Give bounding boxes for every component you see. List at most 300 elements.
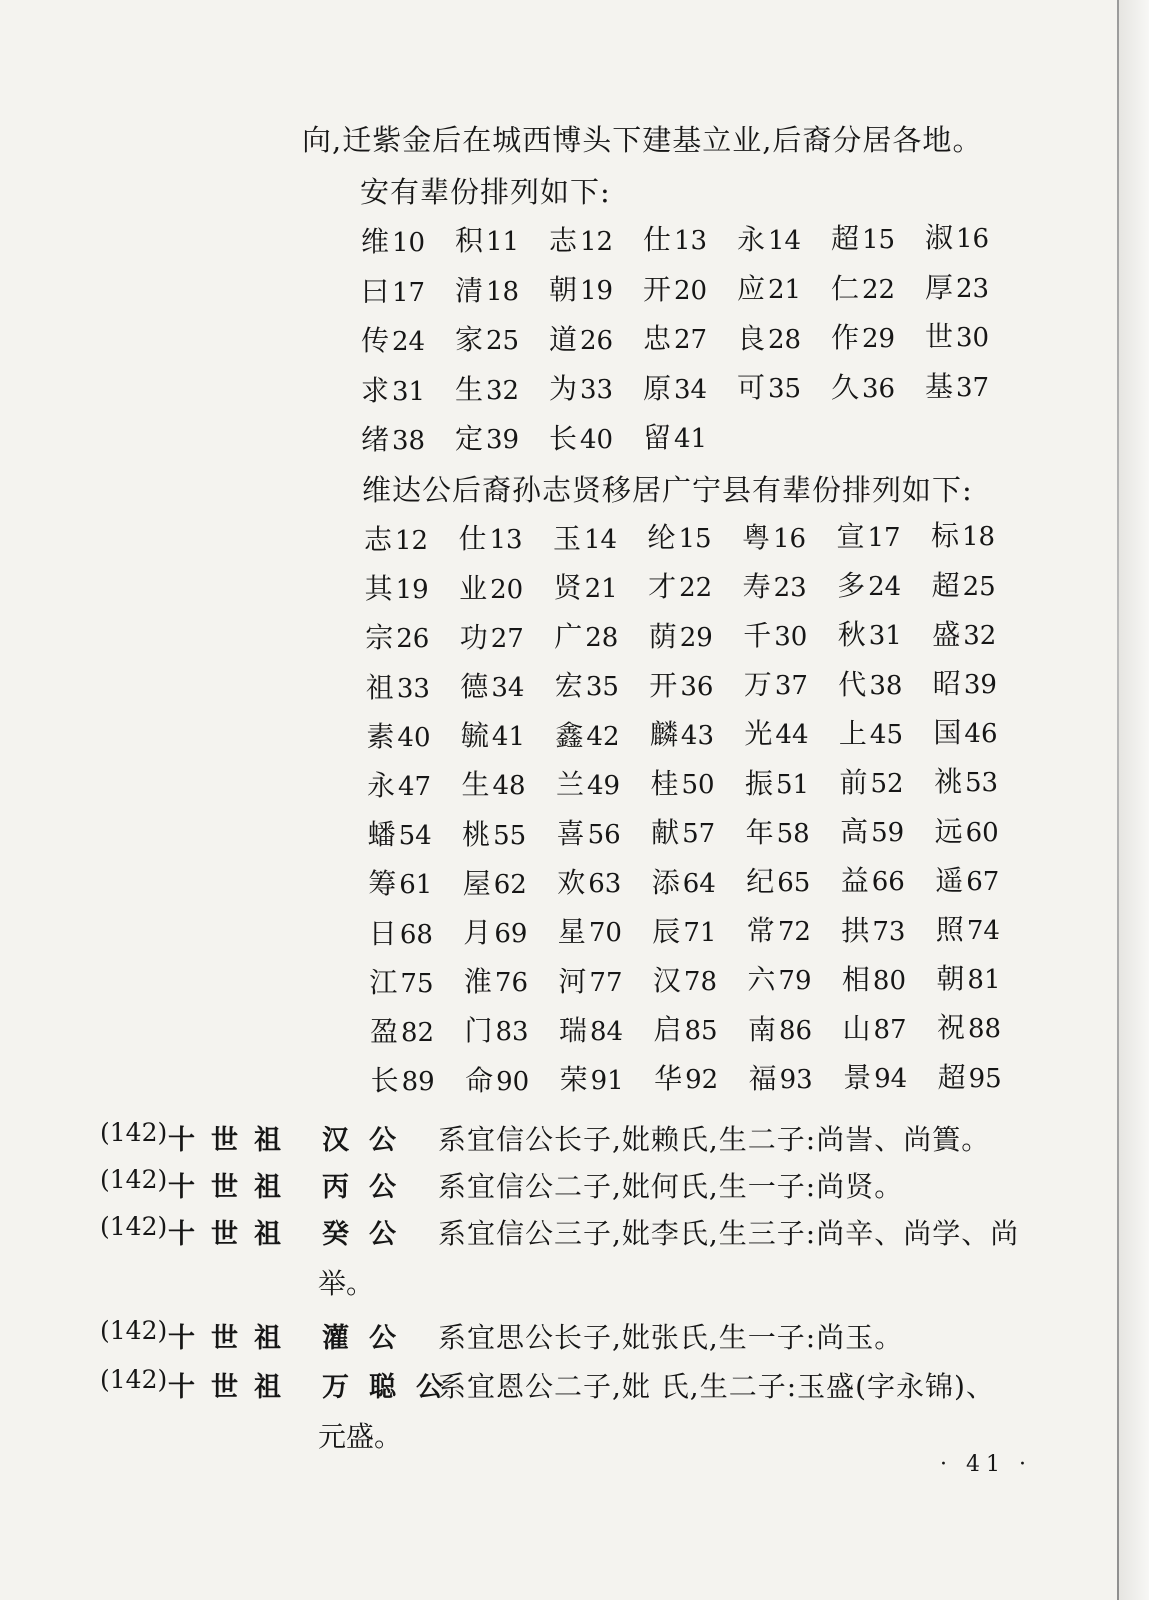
generation-cell [654, 1008, 746, 1048]
generation-cell [455, 368, 547, 408]
generation-number: 67 [966, 866, 1000, 897]
generation-char: 长 [549, 421, 578, 455]
generation-char: 超 [931, 568, 960, 602]
generation-cell [365, 567, 457, 607]
generation-char: 国 [933, 716, 962, 750]
generation-number: 87 [873, 1015, 907, 1045]
page-edge-shadow [1119, 0, 1149, 1600]
generation-cell [361, 369, 453, 409]
generation-cell [555, 714, 647, 754]
generation-char: 生 [461, 768, 490, 802]
generation-cell [553, 517, 645, 557]
generation-cell [744, 663, 836, 703]
generation-char: 永 [737, 222, 766, 256]
generation-char: 求 [361, 373, 390, 407]
generation-cell [925, 315, 1017, 355]
generation-char: 积 [455, 224, 484, 258]
entry-index: (142) [100, 1365, 168, 1394]
generation-char: 祖 [365, 670, 394, 704]
generation-char: 作 [831, 321, 860, 354]
generation-number: 45 [869, 719, 903, 750]
generation-number: 31 [392, 376, 426, 407]
generation-number: 65 [777, 868, 811, 898]
entry-name: 灌公 [322, 1323, 416, 1354]
generation-number: 56 [587, 820, 621, 850]
generation-char: 蟠 [367, 818, 396, 852]
generation-char: 清 [455, 273, 484, 307]
generation-char: 益 [840, 864, 869, 898]
generation-cell [841, 859, 933, 899]
entry-description: 系宜信公二子,妣何氏,生一子:尚贤。 [438, 1170, 904, 1203]
generation-char: 志 [364, 523, 393, 556]
generation-char: 光 [744, 717, 773, 751]
generation-number: 41 [491, 722, 525, 753]
generation-cell [549, 318, 641, 358]
generation-number: 25 [962, 571, 996, 602]
generation-number: 82 [401, 1018, 435, 1048]
generation-char: 世 [925, 320, 954, 354]
generation-cell [461, 714, 553, 754]
generation-number: 35 [585, 672, 619, 703]
generation-char: 德 [460, 670, 489, 703]
generation-char: 启 [653, 1013, 682, 1047]
generation-number: 55 [493, 820, 527, 851]
generation-number: 71 [683, 917, 717, 948]
generation-number: 39 [963, 670, 997, 700]
generation-cell [837, 515, 929, 555]
generation-cell [558, 910, 650, 950]
generation-char: 星 [557, 915, 586, 949]
generation-number: 19 [580, 276, 614, 307]
intro-line: 向,迁紫金后在城西博头下建基立业,后裔分居各地。 [302, 123, 983, 157]
generation-number: 20 [490, 574, 524, 605]
generation-cell [746, 811, 838, 851]
generation-cell [925, 216, 1017, 256]
generation-number: 14 [584, 524, 618, 555]
generation-cell [455, 318, 547, 358]
generation-number: 59 [871, 818, 905, 849]
entry-continuation: 元盛。 [318, 1420, 403, 1453]
generation-cell [933, 711, 1025, 751]
generation-char: 桃 [462, 817, 491, 851]
generation-char: 朝 [549, 273, 578, 307]
generation-char: 曰 [361, 274, 390, 308]
generation-number: 18 [486, 276, 520, 307]
entry-continuation: 举。 [318, 1267, 375, 1300]
generation-cell [361, 418, 453, 458]
generation-number: 14 [768, 225, 802, 256]
generation-char: 生 [455, 372, 484, 406]
entry-index: (142) [100, 1316, 168, 1345]
generation-char: 志 [549, 223, 578, 257]
generation-char: 振 [745, 766, 774, 800]
generation-number: 32 [963, 620, 997, 651]
generation-number: 28 [585, 623, 619, 654]
generation-number: 78 [683, 967, 717, 997]
generation-number: 42 [586, 721, 620, 752]
generation-number: 50 [681, 770, 715, 801]
entry-title: 十世祖 [168, 1372, 297, 1403]
generation-number: 21 [768, 275, 802, 306]
generation-char: 盈 [370, 1015, 399, 1048]
generation-number: 68 [399, 919, 433, 950]
generation-char: 河 [558, 964, 587, 998]
generation-cell [455, 269, 547, 309]
generation-cell [455, 219, 547, 259]
generation-char: 拱 [841, 913, 870, 947]
generation-cell [366, 666, 458, 706]
generation-number: 11 [486, 227, 520, 258]
generation-number: 75 [400, 968, 434, 999]
generation-number: 23 [773, 572, 807, 603]
generation-cell [369, 961, 461, 1001]
generation-char: 日 [368, 916, 397, 950]
generation-cell [744, 712, 836, 752]
generation-char: 业 [459, 571, 488, 605]
generation-char: 辰 [652, 914, 681, 948]
generation-char: 多 [837, 569, 866, 603]
generation-cell [556, 763, 648, 803]
generation-cell [366, 715, 458, 755]
generation-number: 41 [674, 424, 708, 455]
generation-cell [557, 861, 649, 901]
generation-cell [843, 1056, 935, 1096]
generation-char: 代 [838, 667, 867, 701]
generation-char: 秋 [837, 618, 866, 652]
generation-number: 24 [392, 327, 426, 357]
generation-char: 照 [935, 913, 964, 946]
generation-char: 玉 [553, 521, 582, 555]
generation-cell [837, 564, 929, 604]
generation-number: 53 [965, 768, 999, 799]
generation-char: 忠 [643, 322, 672, 356]
generation-char: 仁 [831, 271, 860, 305]
generation-number: 93 [779, 1064, 813, 1095]
generation-char: 朝 [936, 962, 965, 996]
generation-cell [737, 218, 829, 258]
generation-cell [748, 1008, 840, 1048]
generation-cell [648, 516, 740, 556]
generation-number: 12 [580, 226, 614, 257]
generation-cell [649, 615, 741, 655]
generation-cell [938, 1056, 1030, 1096]
entry-name: 万聪公 [322, 1372, 463, 1403]
generation-cell [934, 760, 1026, 800]
entry-index: (142) [100, 1212, 168, 1241]
generation-number: 31 [868, 621, 902, 652]
generation-number: 90 [496, 1066, 530, 1097]
generation-cell [831, 316, 923, 356]
generation-cell [549, 417, 641, 457]
generation-number: 61 [399, 870, 433, 901]
generation-cell [925, 365, 1017, 405]
generation-number: 40 [397, 722, 431, 753]
generation-cell [838, 613, 930, 653]
generation-number: 12 [395, 526, 429, 556]
generation-char: 山 [842, 1012, 871, 1045]
generation-number: 24 [868, 572, 902, 603]
generation-char: 远 [934, 814, 963, 848]
generation-number: 38 [392, 426, 426, 456]
generation-number: 63 [588, 869, 622, 900]
generation-char: 才 [648, 570, 677, 604]
generation-cell [463, 911, 555, 951]
generation-number: 54 [398, 821, 432, 852]
generation-char: 祝 [937, 1011, 966, 1045]
generation-number: 43 [680, 721, 714, 751]
generation-number: 85 [684, 1016, 718, 1047]
generation-char: 淑 [925, 221, 954, 255]
generation-number: 73 [872, 916, 906, 947]
generation-char: 广 [554, 620, 583, 654]
generation-number: 52 [870, 769, 904, 799]
generation-char: 常 [746, 914, 775, 948]
generation-cell [369, 912, 461, 952]
generation-cell [368, 813, 460, 853]
generation-number: 37 [774, 671, 808, 702]
generation-cell [643, 268, 735, 308]
generation-number: 89 [401, 1067, 435, 1098]
generation-char: 定 [455, 422, 484, 456]
generation-number: 62 [493, 869, 527, 900]
generation-char: 其 [364, 572, 393, 606]
generation-cell [652, 861, 744, 901]
generation-number: 94 [874, 1064, 908, 1095]
generation-number: 30 [774, 622, 808, 652]
generation-number: 36 [680, 671, 714, 702]
generation-char: 超 [831, 222, 860, 255]
generation-char: 贤 [553, 571, 582, 604]
generation-cell [465, 1009, 557, 1049]
generation-cell [463, 862, 555, 902]
generation-cell [843, 1007, 935, 1047]
generation-cell [365, 616, 457, 656]
entry-description: 系宜信公长子,妣赖氏,生二子:尚訔、尚簣。 [438, 1123, 991, 1156]
generation-char: 素 [366, 719, 395, 753]
generation-number: 28 [768, 324, 802, 355]
generation-cell [465, 1059, 557, 1099]
generation-char: 宣 [836, 520, 865, 553]
generation-number: 27 [674, 325, 708, 356]
generation-char: 盛 [932, 617, 961, 651]
generation-cell [932, 613, 1024, 653]
generation-number: 19 [395, 575, 429, 606]
generation-number: 40 [580, 424, 614, 455]
generation-char: 家 [455, 323, 484, 357]
generation-char: 道 [549, 322, 578, 356]
generation-number: 16 [773, 523, 807, 554]
generation-number: 47 [398, 772, 432, 802]
generation-char: 基 [925, 369, 954, 403]
generation-number: 26 [396, 624, 430, 655]
generation-number: 57 [682, 819, 716, 850]
generation-char: 遥 [935, 863, 964, 897]
generation-char: 开 [649, 668, 678, 702]
generation-char: 宏 [554, 669, 583, 703]
generation-char: 筹 [368, 867, 397, 901]
generation-number: 39 [486, 425, 520, 456]
generation-cell [831, 267, 923, 307]
generation-char: 可 [737, 371, 766, 405]
generation-cell [652, 910, 744, 950]
generation-char: 前 [839, 766, 868, 799]
generation-char: 桂 [650, 767, 679, 801]
generation-cell [559, 1009, 651, 1049]
generation-number: 66 [871, 867, 905, 898]
generation-cell [650, 713, 742, 753]
generation-char: 千 [743, 619, 772, 652]
generation-char: 兰 [556, 767, 585, 801]
generation-number: 17 [867, 523, 901, 553]
generation-char: 万 [743, 668, 772, 702]
generation-number: 79 [778, 966, 812, 997]
generation-cell [746, 860, 838, 900]
generation-number: 37 [956, 372, 990, 403]
generation-char: 超 [937, 1060, 966, 1094]
generation-number: 22 [679, 573, 713, 604]
generation-cell [558, 960, 650, 1000]
generation-number: 36 [862, 373, 896, 404]
generation-cell [933, 662, 1025, 702]
generation-char: 纶 [647, 521, 676, 555]
generation-cell [364, 518, 456, 558]
generation-number: 49 [587, 770, 621, 801]
generation-cell [560, 1058, 652, 1098]
generation-char: 相 [841, 962, 870, 996]
generation-char: 屋 [462, 866, 491, 900]
generation-char: 昭 [932, 667, 961, 700]
generation-cell [455, 417, 547, 457]
generation-char: 命 [465, 1063, 494, 1097]
generation-number: 15 [678, 524, 712, 555]
generation-char: 月 [463, 916, 492, 949]
generation-cell [925, 266, 1017, 306]
generation-number: 58 [776, 818, 810, 849]
generation-char: 留 [643, 421, 672, 455]
generation-number: 86 [779, 1015, 813, 1046]
generation-number: 60 [965, 817, 999, 848]
generation-number: 81 [967, 965, 1001, 996]
generation-cell [651, 811, 743, 851]
generation-cell [649, 664, 741, 704]
page-edge-line [1117, 0, 1119, 1600]
generation-cell [842, 958, 934, 998]
generation-char: 献 [651, 816, 680, 850]
generation-char: 寿 [742, 569, 771, 603]
generation-number: 29 [862, 324, 896, 354]
generation-number: 20 [674, 275, 708, 306]
section1-title: 安有辈份排列如下: [360, 175, 611, 209]
entry-title: 十世祖 [168, 1323, 297, 1354]
generation-number: 33 [396, 673, 430, 704]
generation-number: 95 [968, 1063, 1002, 1094]
generation-char: 宗 [365, 621, 394, 655]
generation-char: 标 [931, 519, 960, 553]
generation-char: 应 [737, 272, 766, 306]
generation-char: 长 [370, 1064, 399, 1098]
entry-title: 十世祖 [168, 1125, 297, 1156]
generation-char: 功 [459, 620, 488, 654]
generation-cell [743, 565, 835, 605]
generation-char: 良 [737, 321, 766, 355]
generation-number: 83 [495, 1017, 529, 1048]
generation-cell [935, 810, 1027, 850]
generation-cell [745, 762, 837, 802]
generation-cell [841, 909, 933, 949]
generation-number: 10 [392, 228, 426, 258]
generation-number: 21 [584, 574, 618, 604]
generation-cell [462, 813, 554, 853]
generation-char: 厚 [925, 270, 954, 304]
generation-number: 30 [956, 323, 990, 354]
entry-title: 十世祖 [168, 1172, 297, 1203]
generation-cell [937, 1006, 1029, 1046]
generation-char: 添 [651, 865, 680, 899]
generation-cell [368, 862, 460, 902]
generation-cell [643, 416, 735, 456]
generation-number: 80 [872, 965, 906, 996]
generation-cell [747, 958, 839, 998]
generation-cell [464, 960, 556, 1000]
generation-char: 汉 [652, 964, 681, 997]
generation-cell [737, 267, 829, 307]
generation-cell [931, 514, 1023, 554]
generation-cell [549, 219, 641, 259]
generation-char: 六 [747, 963, 776, 997]
generation-number: 92 [685, 1065, 719, 1096]
generation-number: 74 [966, 916, 1000, 946]
generation-number: 34 [674, 374, 708, 405]
generation-number: 46 [964, 719, 998, 750]
entry-description: 系宜信公三子,妣李氏,生三子:尚辛、尚学、尚 [438, 1217, 1020, 1250]
generation-number: 18 [962, 522, 996, 553]
generation-char: 祧 [934, 765, 963, 799]
generation-char: 粤 [742, 520, 771, 554]
generation-number: 76 [494, 968, 528, 999]
generation-cell [371, 1059, 463, 1099]
generation-cell [370, 1010, 462, 1050]
generation-cell [654, 1057, 746, 1097]
generation-cell [648, 565, 740, 605]
generation-cell [554, 615, 646, 655]
generation-cell [643, 367, 735, 407]
generation-char: 仕 [643, 223, 672, 257]
generation-char: 鑫 [555, 718, 584, 752]
generation-cell [747, 909, 839, 949]
generation-char: 久 [831, 370, 860, 404]
generation-cell [549, 268, 641, 308]
generation-cell [554, 566, 646, 606]
generation-number: 70 [588, 918, 622, 949]
generation-cell [932, 564, 1024, 604]
generation-char: 仕 [458, 522, 487, 556]
generation-char: 门 [464, 1014, 493, 1048]
generation-number: 77 [589, 967, 623, 998]
generation-char: 传 [361, 324, 390, 357]
generation-cell [459, 517, 551, 557]
generation-cell [361, 319, 453, 359]
generation-number: 91 [590, 1066, 624, 1096]
generation-char: 江 [369, 965, 398, 999]
generation-cell [737, 366, 829, 406]
generation-cell [361, 270, 453, 310]
generation-cell [462, 763, 554, 803]
generation-cell [651, 762, 743, 802]
generation-number: 29 [679, 622, 713, 653]
generation-char: 麟 [649, 718, 678, 751]
generation-cell [460, 665, 552, 705]
generation-number: 32 [486, 375, 520, 406]
